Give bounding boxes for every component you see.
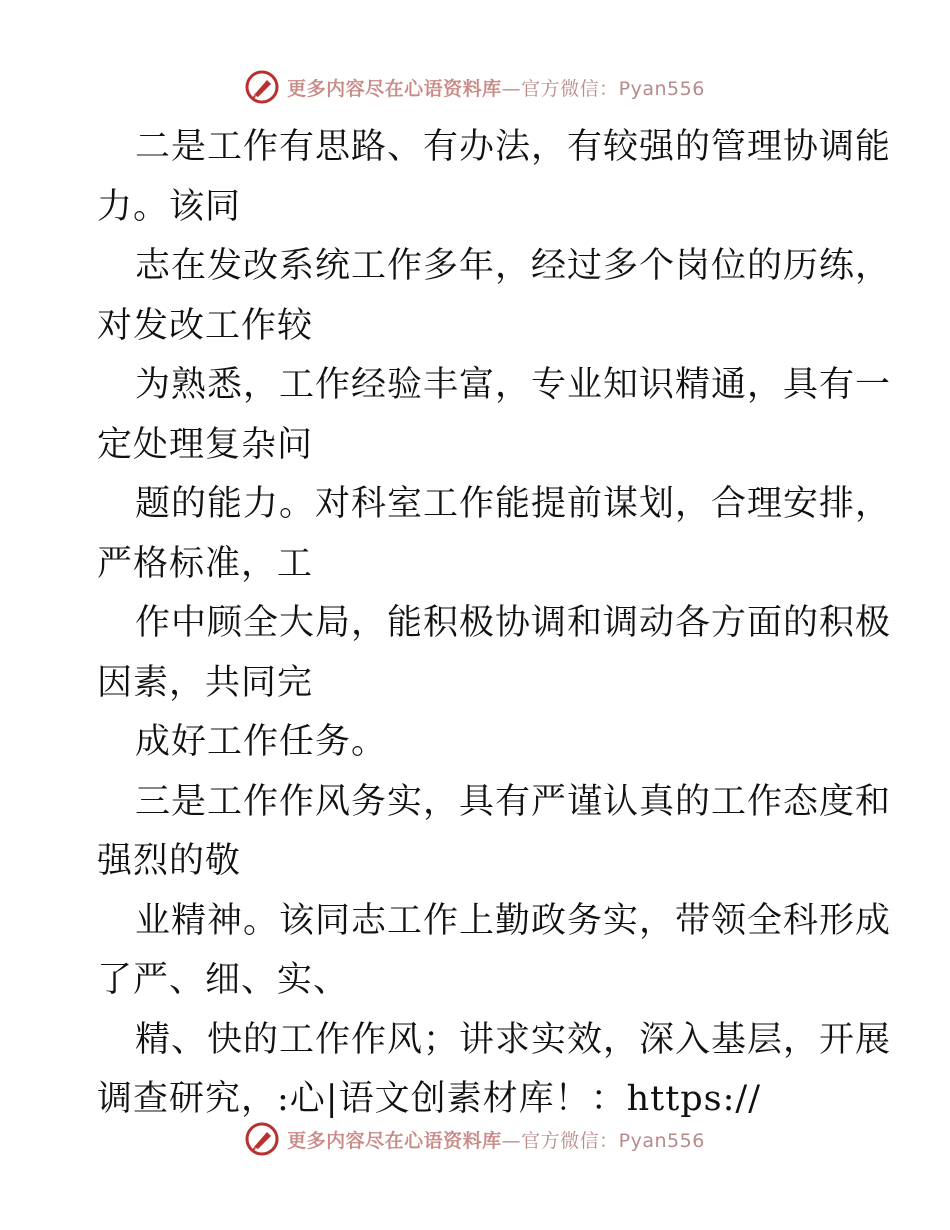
body-line: 定处理复杂问 (97, 424, 314, 465)
body-line: 为熟悉，工作经验丰富，专业知识精通，具有一 (135, 365, 892, 405)
header-promo-text: 更多内容尽在心语资料库 (287, 77, 502, 100)
header-promo (287, 74, 705, 101)
body-line: 题的能力。对科室工作能提前谋划，合理安排， (135, 484, 892, 524)
body-line: 力。该同 (97, 186, 242, 227)
footer-banner (0, 1122, 950, 1156)
body-line: 调查研究，:心|语文创素材库！：https:// (97, 1079, 761, 1119)
body-line: 作中顾全大局，能积极协调和调动各方面的积极 (135, 603, 892, 643)
body-line: 精、快的工作作风；讲求实效，深入基层，开展 (135, 1019, 892, 1060)
footer-promo (287, 1126, 705, 1153)
pen-logo-icon (245, 70, 279, 104)
body-line: 强烈的敬 (97, 841, 242, 881)
body-line: 严格标准，工 (97, 543, 314, 584)
body-line: 了严、细、实、 (97, 960, 350, 1000)
document-body (97, 118, 892, 1130)
body-line: 志在发改系统工作多年，经过多个岗位的历练， (135, 246, 892, 286)
header-banner (0, 70, 950, 104)
body-line: 二是工作有思路、有办法，有较强的管理协调能 (135, 127, 892, 167)
footer-promo-text: 更多内容尽在心语资料库 (287, 1129, 502, 1152)
body-line: 因素，共同完 (97, 662, 314, 703)
body-line: 业精神。该同志工作上勤政务实，带领全科形成 (135, 900, 892, 941)
header-wechat-label: 官方微信：Pyan556 (521, 77, 705, 100)
footer-separator: — (501, 1129, 522, 1152)
header-separator: — (501, 77, 522, 100)
footer-wechat-label: 官方微信：Pyan556 (521, 1129, 705, 1152)
body-line: 对发改工作较 (97, 305, 314, 346)
pen-logo-icon (245, 1122, 279, 1156)
body-line: 成好工作任务。 (135, 722, 388, 762)
body-line: 三是工作作风务实，具有严谨认真的工作态度和 (135, 781, 892, 822)
